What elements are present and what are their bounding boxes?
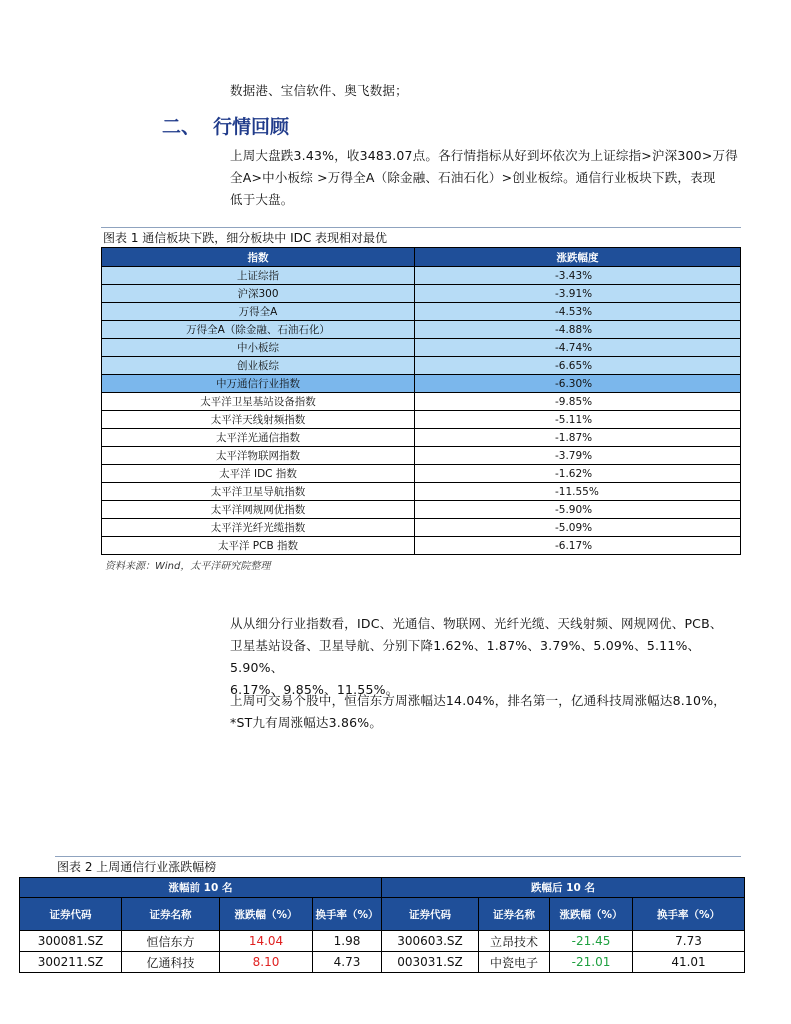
index-change: -4.88% bbox=[415, 321, 741, 339]
table-row-highlight bbox=[102, 375, 741, 393]
stock-name: 恒信东方 bbox=[122, 931, 220, 952]
stock-change: 8.10 bbox=[220, 952, 313, 973]
index-change: -5.09% bbox=[415, 519, 741, 537]
index-name: 中万通信行业指数 bbox=[102, 375, 415, 393]
table-row bbox=[102, 321, 741, 339]
index-name: 太平洋 IDC 指数 bbox=[102, 465, 415, 483]
table-row bbox=[102, 465, 741, 483]
index-name: 太平洋卫星导航指数 bbox=[102, 483, 415, 501]
index-name: 创业板综 bbox=[102, 357, 415, 375]
table-row bbox=[102, 285, 741, 303]
section-number: 二、 bbox=[162, 116, 201, 138]
stock-turnover: 1.98 bbox=[313, 931, 382, 952]
caption-rule bbox=[55, 856, 741, 857]
table1-caption: 图表 1 通信板块下跌，细分板块中 IDC 表现相对最优 bbox=[103, 231, 388, 245]
header-change: 涨跌幅（%） bbox=[550, 898, 633, 931]
table-row bbox=[102, 483, 741, 501]
table-header-row bbox=[102, 248, 741, 267]
index-name: 太平洋光通信指数 bbox=[102, 429, 415, 447]
index-name: 太平洋天线射频指数 bbox=[102, 411, 415, 429]
header-change: 涨跌幅（%） bbox=[220, 898, 313, 931]
table-row bbox=[102, 267, 741, 285]
index-change: -11.55% bbox=[415, 483, 741, 501]
group-gainers: 涨幅前 10 名 bbox=[20, 878, 382, 898]
stock-name: 亿通科技 bbox=[122, 952, 220, 973]
stock-code: 300211.SZ bbox=[20, 952, 122, 973]
index-change: -3.43% bbox=[415, 267, 741, 285]
index-change: -5.11% bbox=[415, 411, 741, 429]
gainers-losers-table bbox=[19, 877, 745, 973]
header-code: 证券代码 bbox=[382, 898, 479, 931]
index-change: -3.91% bbox=[415, 285, 741, 303]
stock-code: 300603.SZ bbox=[382, 931, 479, 952]
header-turnover: 换手率（%） bbox=[633, 898, 745, 931]
header-index: 指数 bbox=[102, 248, 415, 267]
stock-turnover: 41.01 bbox=[633, 952, 745, 973]
table-row bbox=[20, 931, 745, 952]
paragraph-line: 上周大盘跌3.43%，收3483.07点。各行情指标从好到坏依次为上证综指>沪深300>万得 bbox=[230, 148, 738, 163]
paragraph-line: 从从细分行业指数看，IDC、光通信、物联网、光纤光缆、天线射频、网规网优、PCB、 bbox=[230, 616, 723, 631]
stock-name: 中瓷电子 bbox=[479, 952, 550, 973]
index-name: 太平洋网规网优指数 bbox=[102, 501, 415, 519]
paragraph-line: 卫星基站设备、卫星导航、分别下降1.62%、1.87%、3.79%、5.09%、5.11%、5.90%、 bbox=[230, 638, 701, 675]
index-change-table bbox=[101, 247, 741, 555]
table1-source: 资料来源：Wind，太平洋研究院整理 bbox=[105, 561, 271, 572]
table-row bbox=[102, 429, 741, 447]
index-change: -4.74% bbox=[415, 339, 741, 357]
index-change: -6.17% bbox=[415, 537, 741, 555]
paragraph-line: 低于大盘。 bbox=[230, 192, 294, 207]
header-name: 证券名称 bbox=[122, 898, 220, 931]
stock-change: -21.01 bbox=[550, 952, 633, 973]
table-header-row bbox=[20, 898, 745, 931]
index-name: 万得全A（除金融、石油石化） bbox=[102, 321, 415, 339]
stock-change: 14.04 bbox=[220, 931, 313, 952]
group-losers: 跌幅后 10 名 bbox=[382, 878, 745, 898]
paragraph-line: 全A>中小板综 >万得全A（除金融、石油石化）>创业板综。通信行业板块下跌，表现 bbox=[230, 170, 716, 185]
paragraph-stocks bbox=[230, 690, 750, 734]
index-name: 太平洋卫星基站设备指数 bbox=[102, 393, 415, 411]
index-change: -6.65% bbox=[415, 357, 741, 375]
index-name: 太平洋 PCB 指数 bbox=[102, 537, 415, 555]
table-row bbox=[102, 519, 741, 537]
table2-caption: 图表 2 上周通信行业涨跌幅榜 bbox=[57, 860, 217, 874]
paragraph-line: *ST九有周涨幅达3.86%。 bbox=[230, 715, 383, 730]
index-change: -1.87% bbox=[415, 429, 741, 447]
index-name: 上证综指 bbox=[102, 267, 415, 285]
index-name: 万得全A bbox=[102, 303, 415, 321]
index-change: -1.62% bbox=[415, 465, 741, 483]
paragraph-sub-industry bbox=[230, 613, 750, 701]
index-name: 中小板综 bbox=[102, 339, 415, 357]
table-group-row bbox=[20, 878, 745, 898]
header-name: 证券名称 bbox=[479, 898, 550, 931]
index-name: 沪深300 bbox=[102, 285, 415, 303]
paragraph-line: 上周可交易个股中，恒信东方周涨幅达14.04%，排名第一，亿通科技周涨幅达8.10%， bbox=[230, 693, 726, 708]
header-code: 证券代码 bbox=[20, 898, 122, 931]
index-name: 太平洋物联网指数 bbox=[102, 447, 415, 465]
index-change: -5.90% bbox=[415, 501, 741, 519]
index-change: -6.30% bbox=[415, 375, 741, 393]
section-title: 行情回顾 bbox=[213, 116, 290, 138]
index-change: -9.85% bbox=[415, 393, 741, 411]
stock-name: 立昂技术 bbox=[479, 931, 550, 952]
paragraph-market-review bbox=[230, 145, 750, 211]
caption-rule bbox=[101, 227, 741, 228]
table-row bbox=[102, 357, 741, 375]
table-row bbox=[102, 447, 741, 465]
stock-change: -21.45 bbox=[550, 931, 633, 952]
stock-turnover: 7.73 bbox=[633, 931, 745, 952]
index-name: 太平洋光纤光缆指数 bbox=[102, 519, 415, 537]
stock-code: 300081.SZ bbox=[20, 931, 122, 952]
table-row bbox=[102, 411, 741, 429]
index-change: -3.79% bbox=[415, 447, 741, 465]
intro-line: 数据港、宝信软件、奥飞数据； bbox=[230, 83, 408, 98]
table-row bbox=[102, 303, 741, 321]
table-row bbox=[102, 537, 741, 555]
table-row bbox=[102, 393, 741, 411]
header-turnover: 换手率（%） bbox=[313, 898, 382, 931]
index-change: -4.53% bbox=[415, 303, 741, 321]
table-row bbox=[102, 339, 741, 357]
table-row bbox=[102, 501, 741, 519]
stock-code: 003031.SZ bbox=[382, 952, 479, 973]
stock-turnover: 4.73 bbox=[313, 952, 382, 973]
paragraph-line: 6.17%、9.85%、11.55%。 bbox=[230, 682, 399, 697]
header-change: 涨跌幅度 bbox=[415, 248, 741, 267]
table-row bbox=[20, 952, 745, 973]
